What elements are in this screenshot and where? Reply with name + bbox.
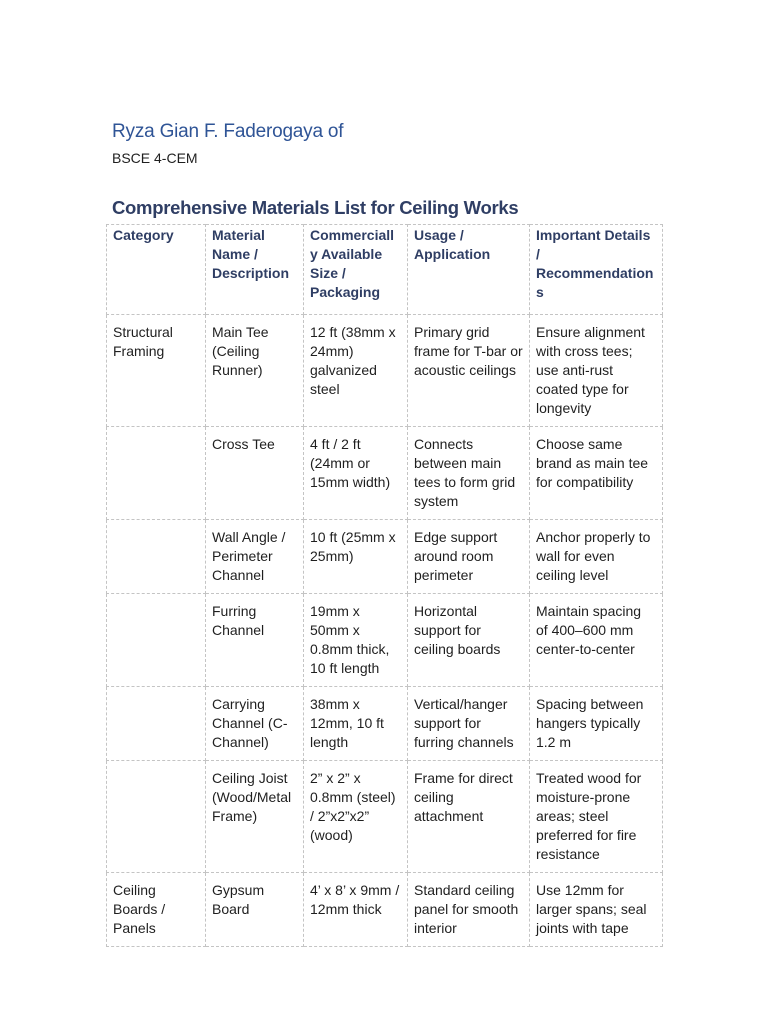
- cell-material: Wall Angle / Perimeter Channel: [206, 520, 304, 594]
- column-header-material: Material Name / Description: [206, 225, 304, 315]
- cell-usage: Frame for direct ceiling attachment: [408, 761, 530, 873]
- cell-category: [107, 687, 206, 761]
- cell-material: Main Tee (Ceiling Runner): [206, 315, 304, 427]
- cell-category: [107, 520, 206, 594]
- cell-material: Ceiling Joist (Wood/Metal Frame): [206, 761, 304, 873]
- cell-material: Carrying Channel (C-Channel): [206, 687, 304, 761]
- cell-details: Anchor properly to wall for even ceiling level: [530, 520, 663, 594]
- table-row: [107, 594, 663, 687]
- table-row: [107, 687, 663, 761]
- cell-size: 2” x 2” x 0.8mm (steel) / 2”x2”x2” (wood): [304, 761, 408, 873]
- cell-details: Treated wood for moisture-prone areas; steel preferred for fire resistance: [530, 761, 663, 873]
- cell-details: Use 12mm for larger spans; seal joints with tape: [530, 873, 663, 947]
- column-header-category: Category: [107, 225, 206, 315]
- cell-usage: Connects between main tees to form grid system: [408, 427, 530, 520]
- course-label: BSCE 4-CEM: [112, 150, 198, 166]
- table-row: [107, 520, 663, 594]
- cell-size: 4 ft / 2 ft (24mm or 15mm width): [304, 427, 408, 520]
- author-name: Ryza Gian F. Faderogaya of: [112, 121, 344, 142]
- cell-usage: Primary grid frame for T-bar or acoustic ceilings: [408, 315, 530, 427]
- cell-category: [107, 761, 206, 873]
- document-title: Comprehensive Materials List for Ceiling Works: [112, 197, 519, 218]
- table-row: [107, 873, 663, 947]
- cell-category: [107, 427, 206, 520]
- column-header-size: Commercially Available Size / Packaging: [304, 225, 408, 315]
- cell-category: Ceiling Boards / Panels: [107, 873, 206, 947]
- cell-details: Choose same brand as main tee for compatibility: [530, 427, 663, 520]
- materials-table: [106, 224, 663, 947]
- cell-size: 38mm x 12mm, 10 ft length: [304, 687, 408, 761]
- column-header-details: Important Details / Recommendations: [530, 225, 663, 315]
- cell-usage: Vertical/hanger support for furring channels: [408, 687, 530, 761]
- table-header-row: [107, 225, 663, 315]
- table-row: [107, 427, 663, 520]
- cell-details: Ensure alignment with cross tees; use anti-rust coated type for longevity: [530, 315, 663, 427]
- column-header-usage: Usage / Application: [408, 225, 530, 315]
- cell-usage: Standard ceiling panel for smooth interior: [408, 873, 530, 947]
- cell-size: 12 ft (38mm x 24mm) galvanized steel: [304, 315, 408, 427]
- cell-material: Gypsum Board: [206, 873, 304, 947]
- cell-material: Cross Tee: [206, 427, 304, 520]
- cell-category: Structural Framing: [107, 315, 206, 427]
- cell-category: [107, 594, 206, 687]
- cell-usage: Edge support around room perimeter: [408, 520, 530, 594]
- cell-details: Spacing between hangers typically 1.2 m: [530, 687, 663, 761]
- table-row: [107, 315, 663, 427]
- cell-material: Furring Channel: [206, 594, 304, 687]
- table-row: [107, 761, 663, 873]
- cell-size: 4’ x 8’ x 9mm / 12mm thick: [304, 873, 408, 947]
- cell-usage: Horizontal support for ceiling boards: [408, 594, 530, 687]
- cell-size: 19mm x 50mm x 0.8mm thick, 10 ft length: [304, 594, 408, 687]
- cell-size: 10 ft (25mm x 25mm): [304, 520, 408, 594]
- cell-details: Maintain spacing of 400–600 mm center-to-center: [530, 594, 663, 687]
